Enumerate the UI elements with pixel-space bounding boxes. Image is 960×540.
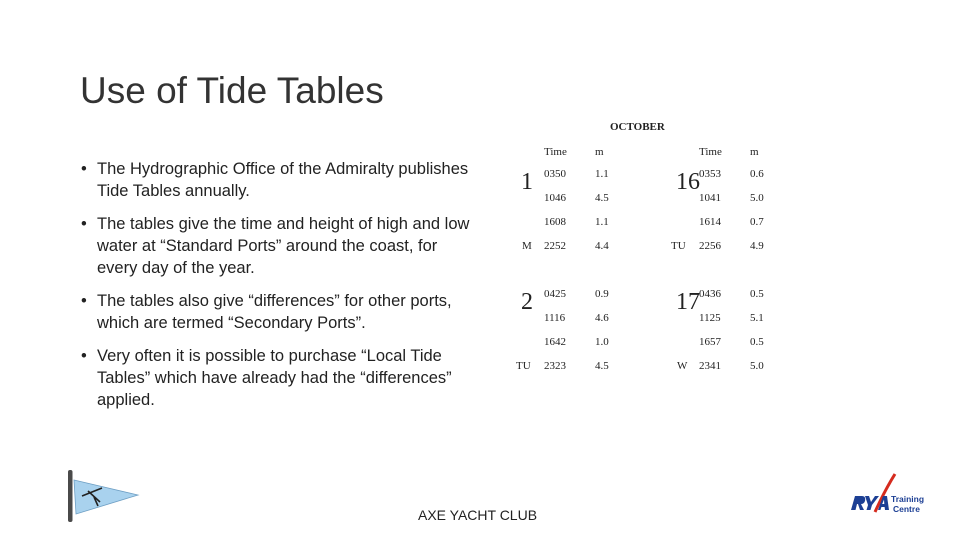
tide-time-cell: 1642 [544,336,566,348]
tide-height-cell: 0.5 [750,336,764,348]
rya-centre-label: Centre [893,504,920,514]
tide-height-cell: 0.6 [750,168,764,180]
tide-time-cell: 0436 [699,288,721,300]
height-header: m [595,146,604,158]
tide-time-cell: 2256 [699,240,721,252]
tide-weekday: W [677,360,688,372]
tide-weekday: M [522,240,532,252]
tide-height-cell: 1.1 [595,216,609,228]
tide-height-cell: 4.6 [595,312,609,324]
tide-day-number: 16 [676,169,700,195]
bullet-text: The tables give the time and height of high and low water at “Standard Ports” around the coast, for every day of the year. [97,215,470,277]
tide-height-cell: 0.7 [750,216,764,228]
rya-training-centre-logo [845,472,925,522]
tide-height-cell: 4.5 [595,192,609,204]
tide-time-cell: 0353 [699,168,721,180]
tide-height-cell: 5.0 [750,192,764,204]
tide-height-cell: 4.9 [750,240,764,252]
tide-time-cell: 0350 [544,168,566,180]
tide-height-cell: 5.0 [750,360,764,372]
bullet-dot: • [81,292,87,310]
bullet-list [78,158,478,422]
tide-time-cell: 1046 [544,192,566,204]
tide-height-cell: 1.0 [595,336,609,348]
tide-height-cell: 5.1 [750,312,764,324]
tide-time-cell: 1125 [699,312,721,324]
tide-time-cell: 2323 [544,360,566,372]
bullet-dot: • [81,160,87,178]
list-item [78,158,478,202]
tide-table [500,118,790,383]
tide-day-number: 17 [676,289,700,315]
tide-time-cell: 1041 [699,192,721,204]
footer-club-name: AXE YACHT CLUB [418,507,538,523]
tide-height-cell: 0.5 [750,288,764,300]
tide-height-cell: 0.9 [595,288,609,300]
bullet-dot: • [81,215,87,233]
list-item [78,290,478,334]
time-header: Time [544,146,567,158]
page-title: Use of Tide Tables [80,70,384,111]
tide-time-cell: 2341 [699,360,721,372]
club-burgee-logo [62,466,142,524]
time-header: Time [699,146,722,158]
tide-height-cell: 4.4 [595,240,609,252]
burgee-flag-icon [74,480,138,514]
tide-height-cell: 1.1 [595,168,609,180]
list-item [78,213,478,279]
bullet-dot: • [81,347,87,365]
burgee-pole-icon [68,470,73,522]
bullet-text: The Hydrographic Office of the Admiralty publishes Tide Tables annually. [97,160,469,200]
bullet-text: The tables also give “differences” for other ports, which are termed “Secondary Ports”. [97,292,452,332]
tide-time-cell: 1614 [699,216,721,228]
tide-time-cell: 0425 [544,288,566,300]
tide-time-cell: 1657 [699,336,721,348]
tide-weekday: TU [516,360,531,372]
tide-weekday: TU [671,240,686,252]
tide-time-cell: 1608 [544,216,566,228]
tide-month: OCTOBER [610,121,665,133]
tide-time-cell: 2252 [544,240,566,252]
height-header: m [750,146,759,158]
tide-height-cell: 4.5 [595,360,609,372]
list-item [78,345,478,411]
rya-training-label: Training [891,494,925,504]
tide-time-cell: 1116 [544,312,566,324]
bullet-text: Very often it is possible to purchase “Local Tide Tables” which have already had the “differences” applied. [97,347,452,409]
tide-day-number: 2 [521,289,533,315]
tide-day-number: 1 [521,169,533,195]
